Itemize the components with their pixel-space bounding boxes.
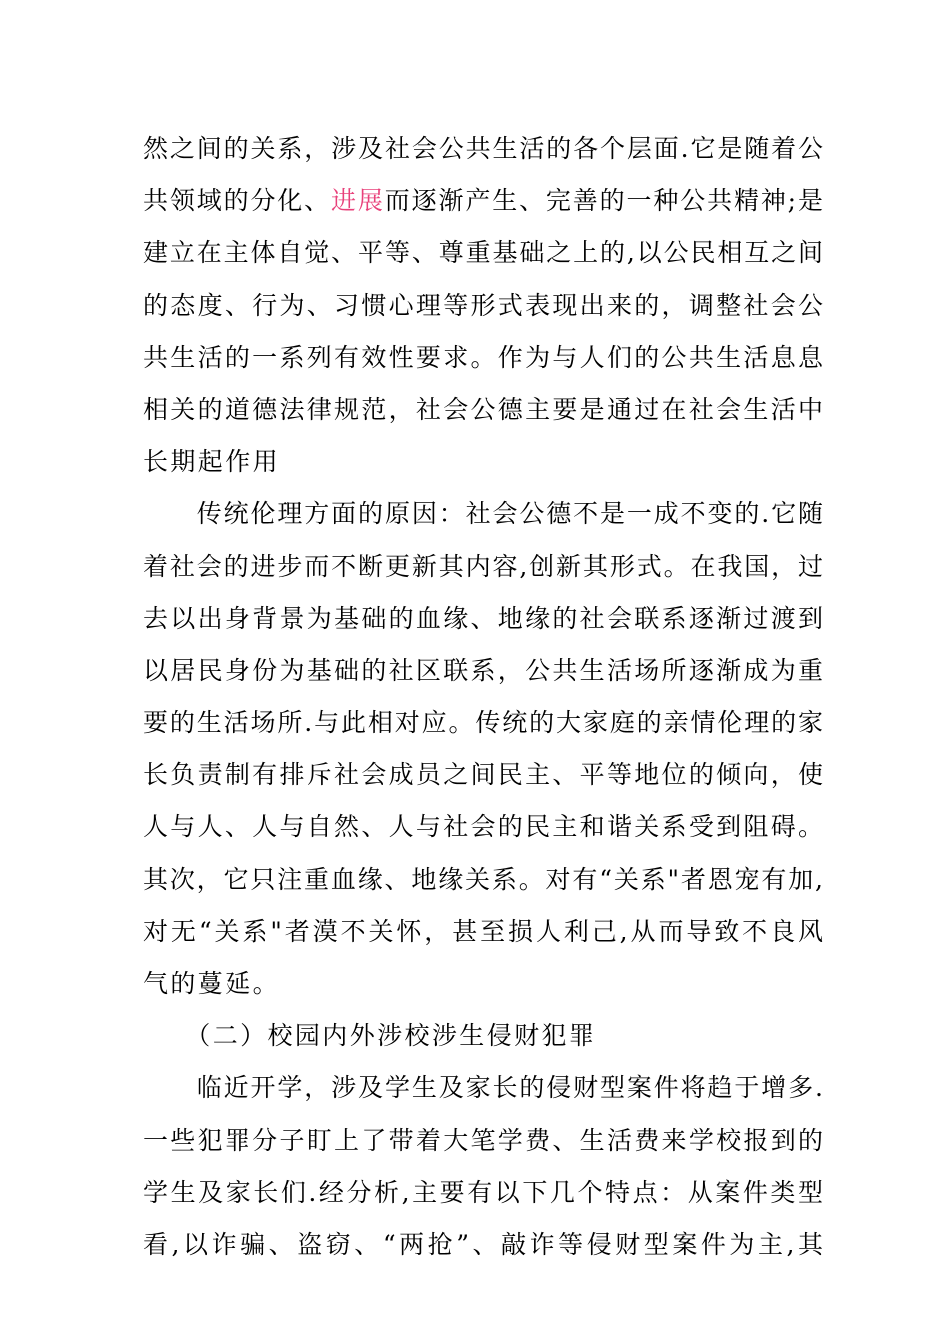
highlighted-text: 进展 xyxy=(331,186,385,216)
text-line: 传统伦理方面的原因：社会公德不是一成不变的.它随 xyxy=(143,499,823,529)
text-line: 要的生活场所.与此相对应。传统的大家庭的亲情伦理的家 xyxy=(143,708,823,738)
text-line: 学生及家长们.经分析,主要有以下几个特点：从案件类型 xyxy=(143,1177,823,1207)
section-heading: （二）校园内外涉校涉生侵财犯罪 xyxy=(143,1021,597,1051)
text-line: 着社会的进步而不断更新其内容,创新其形式。在我国，过 xyxy=(143,551,823,581)
text-line: 其次，它只注重血缘、地缘关系。对有“关系"者恩宠有加, xyxy=(143,864,823,894)
text-line: 一些犯罪分子盯上了带着大笔学费、生活费来学校报到的 xyxy=(143,1125,823,1155)
text-line: 相关的道德法律规范，社会公德主要是通过在社会生活中 xyxy=(143,394,823,424)
text-segment: 共领域的分化、 xyxy=(143,186,332,216)
body-text xyxy=(143,123,823,1271)
text-line: 去以出身背景为基础的血缘、地缘的社会联系逐渐过渡到 xyxy=(143,603,823,633)
text-line xyxy=(143,175,823,227)
text-line: 然之间的关系，涉及社会公共生活的各个层面.它是随着公 xyxy=(143,134,823,163)
text-line: 的态度、行为、习惯心理等形式表现出来的，调整社会公 xyxy=(143,290,823,320)
text-line: 人与人、人与自然、人与社会的民主和谐关系受到阻碍。 xyxy=(143,812,823,842)
text-line: 临近开学，涉及学生及家长的侵财型案件将趋于增多. xyxy=(143,1073,823,1103)
text-segment: 而逐渐产生、完善的一种公共精神;是 xyxy=(384,186,823,216)
text-line: 以居民身份为基础的社区联系，公共生活场所逐渐成为重 xyxy=(143,655,823,685)
text-line: 气的蔓延。 xyxy=(143,969,281,998)
text-line: 共生活的一系列有效性要求。作为与人们的公共生活息息 xyxy=(143,342,823,372)
text-line: 建立在主体自觉、平等、尊重基础之上的,以公民相互之间 xyxy=(143,238,823,268)
text-line: 长期起作用 xyxy=(143,447,281,477)
text-line: 对无“关系"者漠不关怀，甚至损人利己,从而导致不良风 xyxy=(143,916,823,946)
text-line: 看,以诈骗、盗窃、“两抢”、敲诈等侵财型案件为主,其 xyxy=(143,1229,823,1259)
text-line: 长负责制有排斥社会成员之间民主、平等地位的倾向，使 xyxy=(143,760,823,790)
